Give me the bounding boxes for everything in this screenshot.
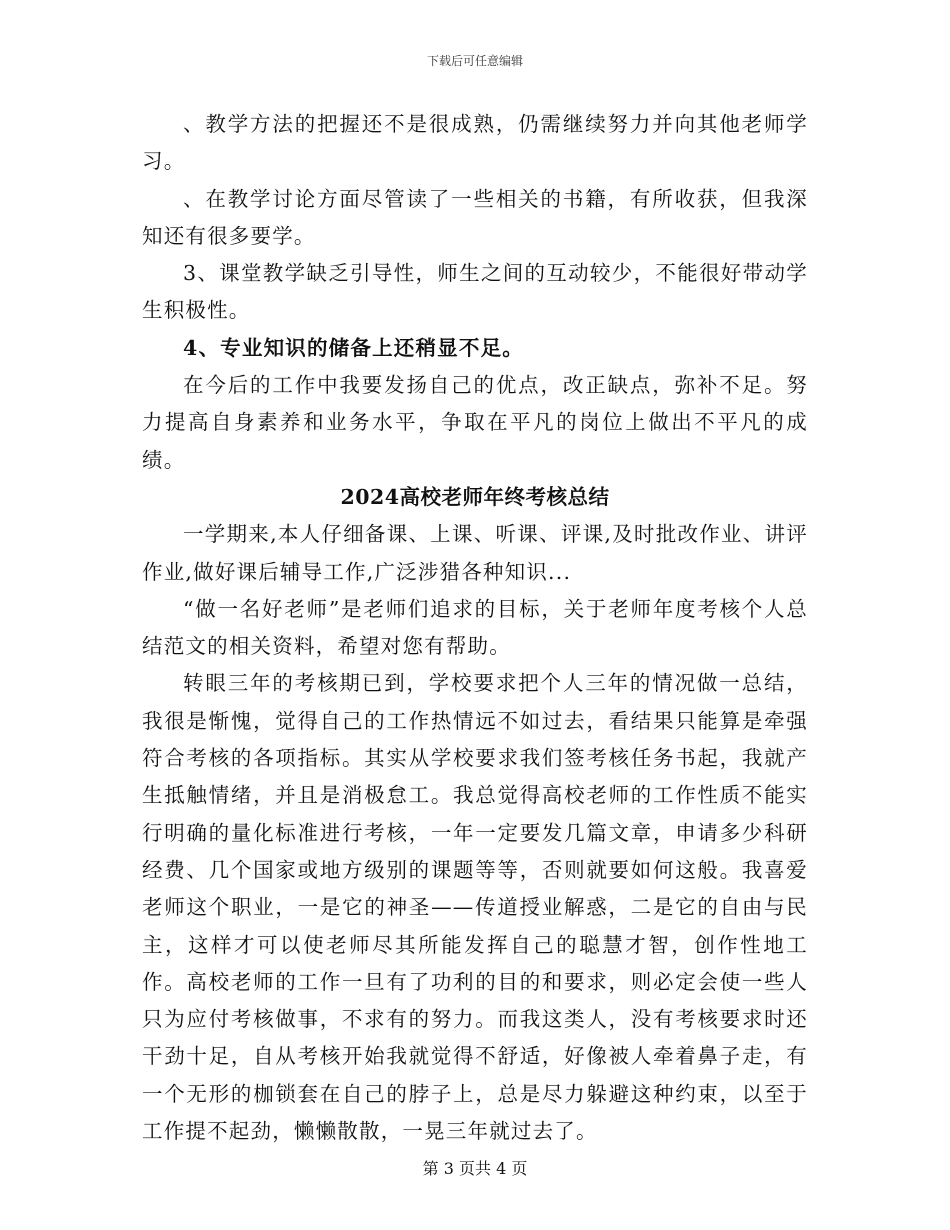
paragraph-future-work: 在今后的工作中我要发扬自己的优点，改正缺点，弥补不足。努力提高自身素养和业务水平，争取在平凡的岗位上做出不平凡的成绩。	[142, 373, 808, 472]
paragraph-classroom-guidance: 3、课堂教学缺乏引导性，师生之间的互动较少，不能很好带动学生积极性。	[142, 261, 808, 323]
header-note: 下载后可任意编辑	[426, 54, 523, 68]
paragraph-good-teacher: “做一名好老师”是老师们追求的目标，关于老师年度考核个人总结范文的相关资料，希望对您有帮助。	[142, 596, 808, 659]
paragraph-three-year-review: 转眼三年的考核期已到，学校要求把个人三年的情况做一总结，我很是惭愧，觉得自己的工作热情远不如过去，看结果只能算是牵强符合考核的各项指标。其实从学校要求我们签考核任务书起，我就产生抵触情绪，并且是消极怠工。我总觉得高校老师的工作性质不能实行明确的量化标准进行考核，一年一定要发几篇文章，申请多少科研经费、几个国家或地方级别的课题等等，否则就要如何这般。我喜爱老师这个职业，一是它的神圣——传道授业解惑，二是它的自由与民主，这样才可以使老师尽其所能发挥自己的聪慧才智，创作性地工作。高校老师的工作一旦有了功利的目的和要求，则必定会使一些人只为应付考核做事，不求有的努力。而我这类人，没有考核要求时还干劲十足，自从考核开始我就觉得不舒适，好像被人牵着鼻子走，有一个无形的枷锁套在自己的脖子上，总是尽力躲避这种约束，以至于工作提不起劲，懒懒散散，一晃三年就过去了。	[142, 671, 808, 1144]
paragraph-teaching-discussion: 、在教学讨论方面尽管读了一些相关的书籍，有所收获，但我深知还有很多要学。	[142, 186, 808, 248]
section-title: 2024高校老师年终考核总结	[340, 484, 610, 509]
paragraph-semester-summary: 一学期来,本人仔细备课、上课、听课、评课,及时批改作业、讲评作业,做好课后辅导工作,广泛涉猎各种知识...	[142, 522, 808, 584]
paragraph-professional-knowledge: 4、专业知识的储备上还稍显不足。	[183, 335, 524, 360]
paragraph-teaching-method: 、教学方法的把握还不是很成熟，仍需继续努力并向其他老师学习。	[142, 112, 808, 174]
page-footer: 第 3 页共 4 页	[422, 1159, 528, 1178]
document-body	[142, 106, 808, 1150]
